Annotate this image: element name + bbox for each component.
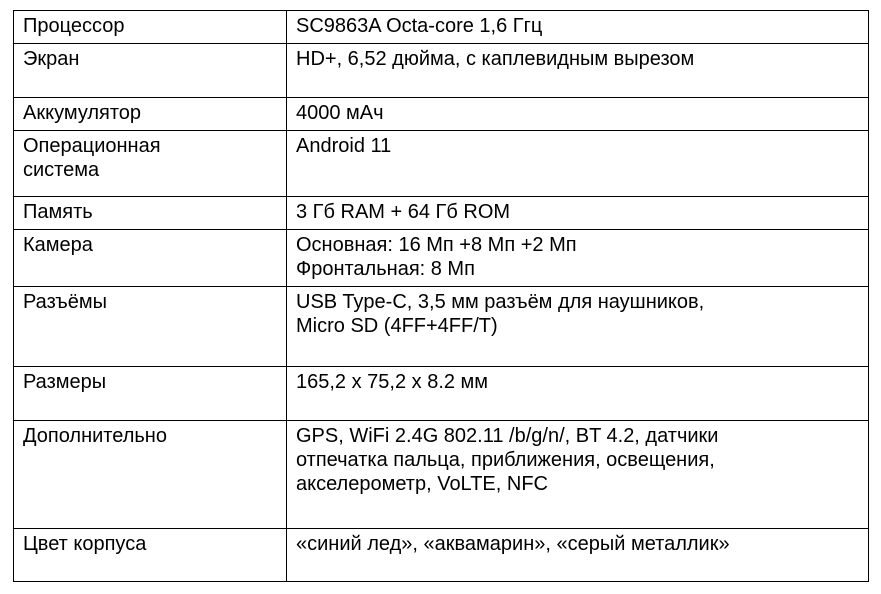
spec-label-cell (14, 529, 287, 582)
spec-value-cell (287, 287, 869, 367)
spec-label: Аккумулятор (23, 102, 142, 124)
spec-value-cell (287, 230, 869, 287)
specifications-table (13, 10, 869, 582)
spec-label: Цвет корпуса (23, 533, 147, 555)
spec-label: Процессор (23, 15, 125, 37)
spec-value-cell (287, 197, 869, 230)
spec-label-cell (14, 44, 287, 98)
table-row (14, 197, 869, 230)
spec-value-cell (287, 367, 869, 421)
table-row (14, 287, 869, 367)
table-row (14, 529, 869, 582)
spec-label-cell (14, 287, 287, 367)
spec-value: отпечатка пальца, приближения, освещения, (296, 449, 715, 471)
spec-value: Micro SD (4FF+4FF/T) (296, 315, 498, 337)
table-row (14, 11, 869, 44)
spec-value-cell (287, 131, 869, 197)
table-row (14, 131, 869, 197)
spec-value: Основная: 16 Мп +8 Мп +2 Мп (296, 234, 577, 256)
spec-value: 165,2 x 75,2 x 8.2 мм (296, 371, 489, 393)
spec-label-cell (14, 421, 287, 529)
spec-value: USB Type-C, 3,5 мм разъём для наушников, (296, 291, 705, 313)
spec-value: «синий лед», «аквамарин», «серый металлик» (296, 533, 730, 555)
spec-value: Android 11 (296, 135, 392, 157)
table-row (14, 367, 869, 421)
spec-label-cell (14, 367, 287, 421)
spec-value: SC9863A Octa-core 1,6 Ггц (296, 15, 543, 37)
spec-value: акселерометр, VoLTE, NFC (296, 473, 548, 495)
spec-value: GPS, WiFi 2.4G 802.11 /b/g/n/, BT 4.2, датчики (296, 425, 719, 447)
spec-value-cell (287, 11, 869, 44)
spec-value: Фронтальная: 8 Мп (296, 258, 475, 280)
spec-value-cell (287, 98, 869, 131)
spec-label: Камера (23, 234, 93, 256)
spec-label: Память (23, 201, 93, 223)
spec-label: Операционная (23, 135, 161, 157)
spec-value: 4000 мАч (296, 102, 384, 124)
spec-label-cell (14, 131, 287, 197)
spec-value-cell (287, 44, 869, 98)
table-row (14, 230, 869, 287)
spec-value-cell (287, 529, 869, 582)
spec-value: 3 Гб RAM + 64 Гб ROM (296, 201, 511, 223)
table-row (14, 98, 869, 131)
spec-label: Размеры (23, 371, 107, 393)
spec-label-cell (14, 230, 287, 287)
table-row (14, 421, 869, 529)
spec-label: Дополнительно (23, 425, 167, 447)
spec-label: Разъёмы (23, 291, 108, 313)
spec-label: система (23, 159, 100, 181)
spec-value: HD+, 6,52 дюйма, с каплевидным вырезом (296, 48, 695, 70)
table-row (14, 44, 869, 98)
spec-label-cell (14, 11, 287, 44)
spec-label-cell (14, 98, 287, 131)
spec-label-cell (14, 197, 287, 230)
spec-label: Экран (23, 48, 80, 70)
spec-value-cell (287, 421, 869, 529)
